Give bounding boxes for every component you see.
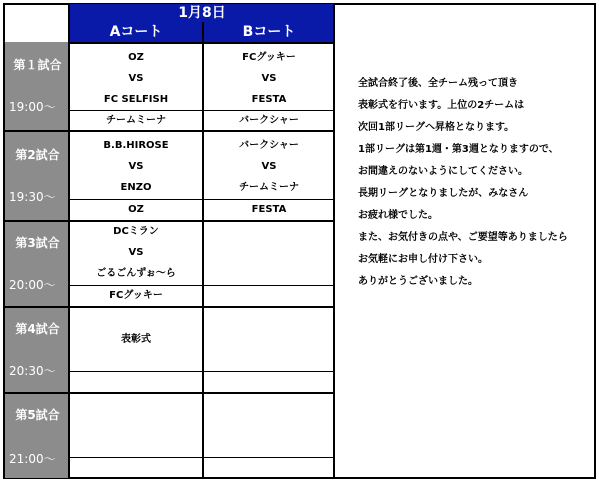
match-1-b-referee: バークシャー [239,115,299,126]
note-line-5: お間違えのないようにしてください。 [358,166,528,177]
note-line-9: お気軽にお申し付け下さい。 [358,254,488,265]
match-2-b-team2: チームミーナ [239,182,299,193]
match-1-b-vs: VS [261,73,277,84]
match-2-a-vs: VS [128,161,144,172]
match-1-a-team1: OZ [128,52,144,63]
court-b-header: Bコート [202,22,334,42]
match-2-a-team2: ENZO [120,182,152,193]
match-5-label: 第5試合 [15,408,60,422]
note-line-4: 1部リーグは第1週・第3週となりますので、 [358,144,559,155]
match-5-block [5,394,70,478]
match-3-a-referee: FCグッキー [109,290,163,301]
match-3-time: 20:00～ [9,278,56,292]
match-1-a-referee: チームミーナ [106,115,166,126]
match-3-a-team2: ごるごんずぉ～ら [96,268,176,279]
note-line-6: 長期リーグとなりましたが、みなさん [358,188,529,199]
match-2-b-vs: VS [261,161,277,172]
match-4-label: 第4試合 [15,322,60,336]
match-4-time: 20:30～ [9,364,56,378]
match-2-label: 第2試合 [15,148,60,162]
match-2-a-team1: B.B.HIROSE [103,140,169,151]
match-3-label: 第3試合 [15,236,60,250]
row-separator [3,392,334,394]
note-line-2: 表彰式を行います。上位の2チームは [358,100,525,111]
row-separator [70,42,334,44]
match-2-block [5,132,70,220]
note-line-1: 全試合終了後、全チーム残って頂き [358,78,518,89]
note-line-8: また、お気付きの点や、ご要望等ありましたら [358,232,568,243]
match-2-b-referee: FESTA [251,204,287,215]
match-2-b-team1: バークシャー [239,140,299,151]
match-3-a-vs: VS [128,247,144,258]
date-header: 1月8日 [70,4,334,22]
match-3-block [5,222,70,306]
match-2-time: 19:30～ [9,190,56,204]
match-1-a-team2: FC SELFISH [103,94,169,105]
note-line-3: 次回1部リーグへ昇格となります。 [358,122,515,133]
match-1-b-team1: FCグッキー [242,52,296,63]
match-2-a-referee: OZ [128,204,144,215]
row-separator [70,371,334,372]
match-1-block [5,42,70,130]
ceremony-label: 表彰式 [121,334,151,345]
row-separator [3,306,334,308]
match-1-label: 第１試合 [13,58,62,72]
match-1-a-vs: VS [128,73,144,84]
match-1-b-team2: FESTA [251,94,287,105]
note-line-10: ありがとうございました。 [358,276,478,287]
match-1-time: 19:00～ [9,100,56,114]
match-5-time: 21:00～ [9,452,56,466]
match-3-a-team1: DCミラン [113,226,159,237]
note-line-7: お疲れ様でした。 [358,210,438,221]
court-a-header: Aコート [70,22,202,42]
row-separator [70,457,334,458]
match-4-block [5,308,70,392]
